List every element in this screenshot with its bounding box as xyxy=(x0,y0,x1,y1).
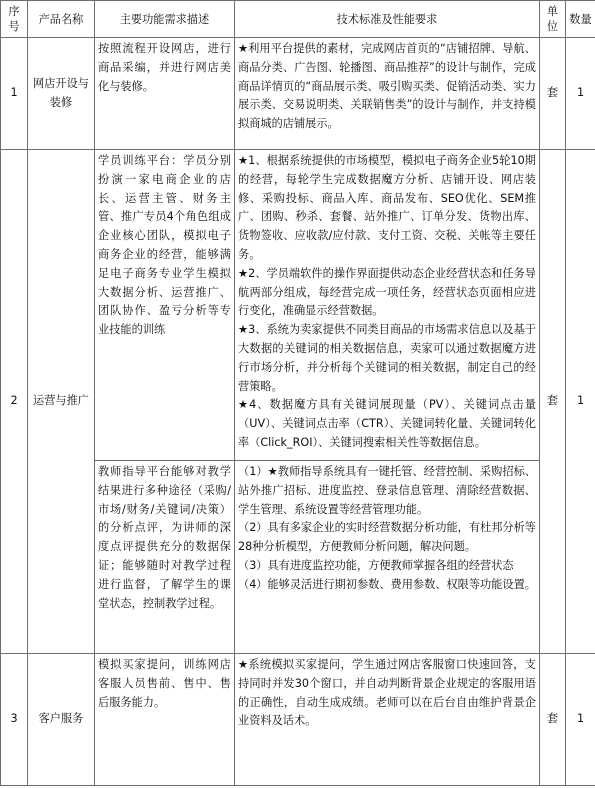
header-tech: 技术标准及性能要求 xyxy=(235,1,540,38)
header-row xyxy=(1,1,595,38)
row2-qty: 1 xyxy=(566,150,595,654)
row1-qty: 1 xyxy=(566,38,595,150)
row2-tech2-item-1: （1）★教师指导系统具有一键托管、经营控制、采购招标、站外推广招标、进度监控、登录信息管理、清除经营数据、学生管理、系统设置等经营管理功能。 xyxy=(238,465,536,516)
header-qty: 数量 xyxy=(566,1,595,38)
row3-product: 客户服务 xyxy=(28,654,95,786)
row2-tech-item-3: ★3、系统为卖家提供不同类目商品的市场需求信息以及基于大数据的关键词的相关数据信息，卖家可以通过数据魔方进行市场分析，并分析每个关键词的相关数据，制定自己的经营策略。 xyxy=(238,323,536,393)
row2-func: 学员训练平台：学员分别扮演一家电商企业的店长、运营主管、财务主管、推广专员4个角色组成企业核心团队，模拟电子商务企业的经营，能够满足电子商务专业学生模拟大数据分析、运营推广、团队协作、盈亏分析等专业技能的训练 xyxy=(95,150,235,461)
row1-unit: 套 xyxy=(540,38,566,150)
table-row xyxy=(1,150,595,461)
row3-unit: 套 xyxy=(540,654,566,786)
table-row xyxy=(1,654,595,786)
row2-func2: 教师指导平台能够对教学结果进行多种途径（采购/市场/财务/关键词/决策）的分析点评，为讲师的深度点评提供充分的数据保证；能够随时对教学过程进行监督，了解学生的课堂状态，控制教学过程。 xyxy=(95,461,235,654)
row2-tech-item-2: ★2、学员端软件的操作界面提供动态企业经营状态和任务导航两部分组成，每经营完成一项任务，经营状态页面相应进行变化，准确显示经营数据。 xyxy=(238,266,536,318)
row1-seq: 1 xyxy=(1,38,28,150)
row3-tech: ★系统模拟买家提问，学生通过网店客服窗口快速回答，支持同时并发30个窗口，并自动判断背景企业规定的客服用语的正确性，自动生成成绩。老师可以在后台自由维护背景企业资料及话术。 xyxy=(235,654,540,786)
row2-tech-item-4: ★4、数据魔方具有关键词展现量（PV）、关键词点击量（UV）、关键词点击率（CTR）、关键词转化量、关键词转化率（Click_ROI）、关键词搜索相关性等数据信息。 xyxy=(238,398,536,449)
row2-product: 运营与推广 xyxy=(28,150,95,654)
header-func: 主要功能需求描述 xyxy=(95,1,235,38)
row3-seq: 3 xyxy=(1,654,28,786)
header-seq: 序号 xyxy=(1,1,28,38)
row1-tech: ★利用平台提供的素材，完成网店首页的“店铺招牌、导航、商品分类、广告图、轮播图、商品推荐”的设计与制作，完成商品详情页的“商品展示类、吸引购买类、促销活动类、实力展示类、交易说明类、关联销售类”的设计与制作，并支持模拟商城的店铺展示。 xyxy=(235,38,540,150)
row2-tech2 xyxy=(235,461,540,654)
row2-tech2-item-3: （3）具有进度监控功能，方便教师掌握各组的经营状态 xyxy=(238,558,514,572)
row2-tech xyxy=(235,150,540,461)
header-unit: 单位 xyxy=(540,1,566,38)
row2-tech2-item-2: （2）具有多家企业的实时经营数据分析功能，有杜邦分析等28种分析模型，方便教师分析问题，解决问题。 xyxy=(238,521,536,554)
row2-unit: 套 xyxy=(540,150,566,654)
row3-func: 模拟买家提问，训练网店客服人员售前、售中、售后服务能力。 xyxy=(95,654,235,786)
row3-qty: 1 xyxy=(566,654,595,786)
row1-product: 网店开设与装修 xyxy=(28,38,95,150)
header-product: 产品名称 xyxy=(28,1,95,38)
table-row xyxy=(1,38,595,150)
row1-func: 按照流程开设网店，进行商品采编，并进行网店美化与装修。 xyxy=(95,38,235,150)
row2-tech-item-1: ★1、根据系统提供的市场模型，模拟电子商务企业5轮10期的经营，每轮学生完成数据魔方分析、店铺开设、网店装修、采购投标、商品入库、商品发布、SEO优化、SEM推广、团购、秒杀、套餐、站外推广、订单分发、货物出库、货物签收、应收款/应付款、支付工资、交税、关帐等主要任务。 xyxy=(238,154,536,261)
row2-tech2-item-4: （4）能够灵活进行期初参数、费用参数、权限等功能设置。 xyxy=(238,577,536,591)
row2-seq: 2 xyxy=(1,150,28,654)
